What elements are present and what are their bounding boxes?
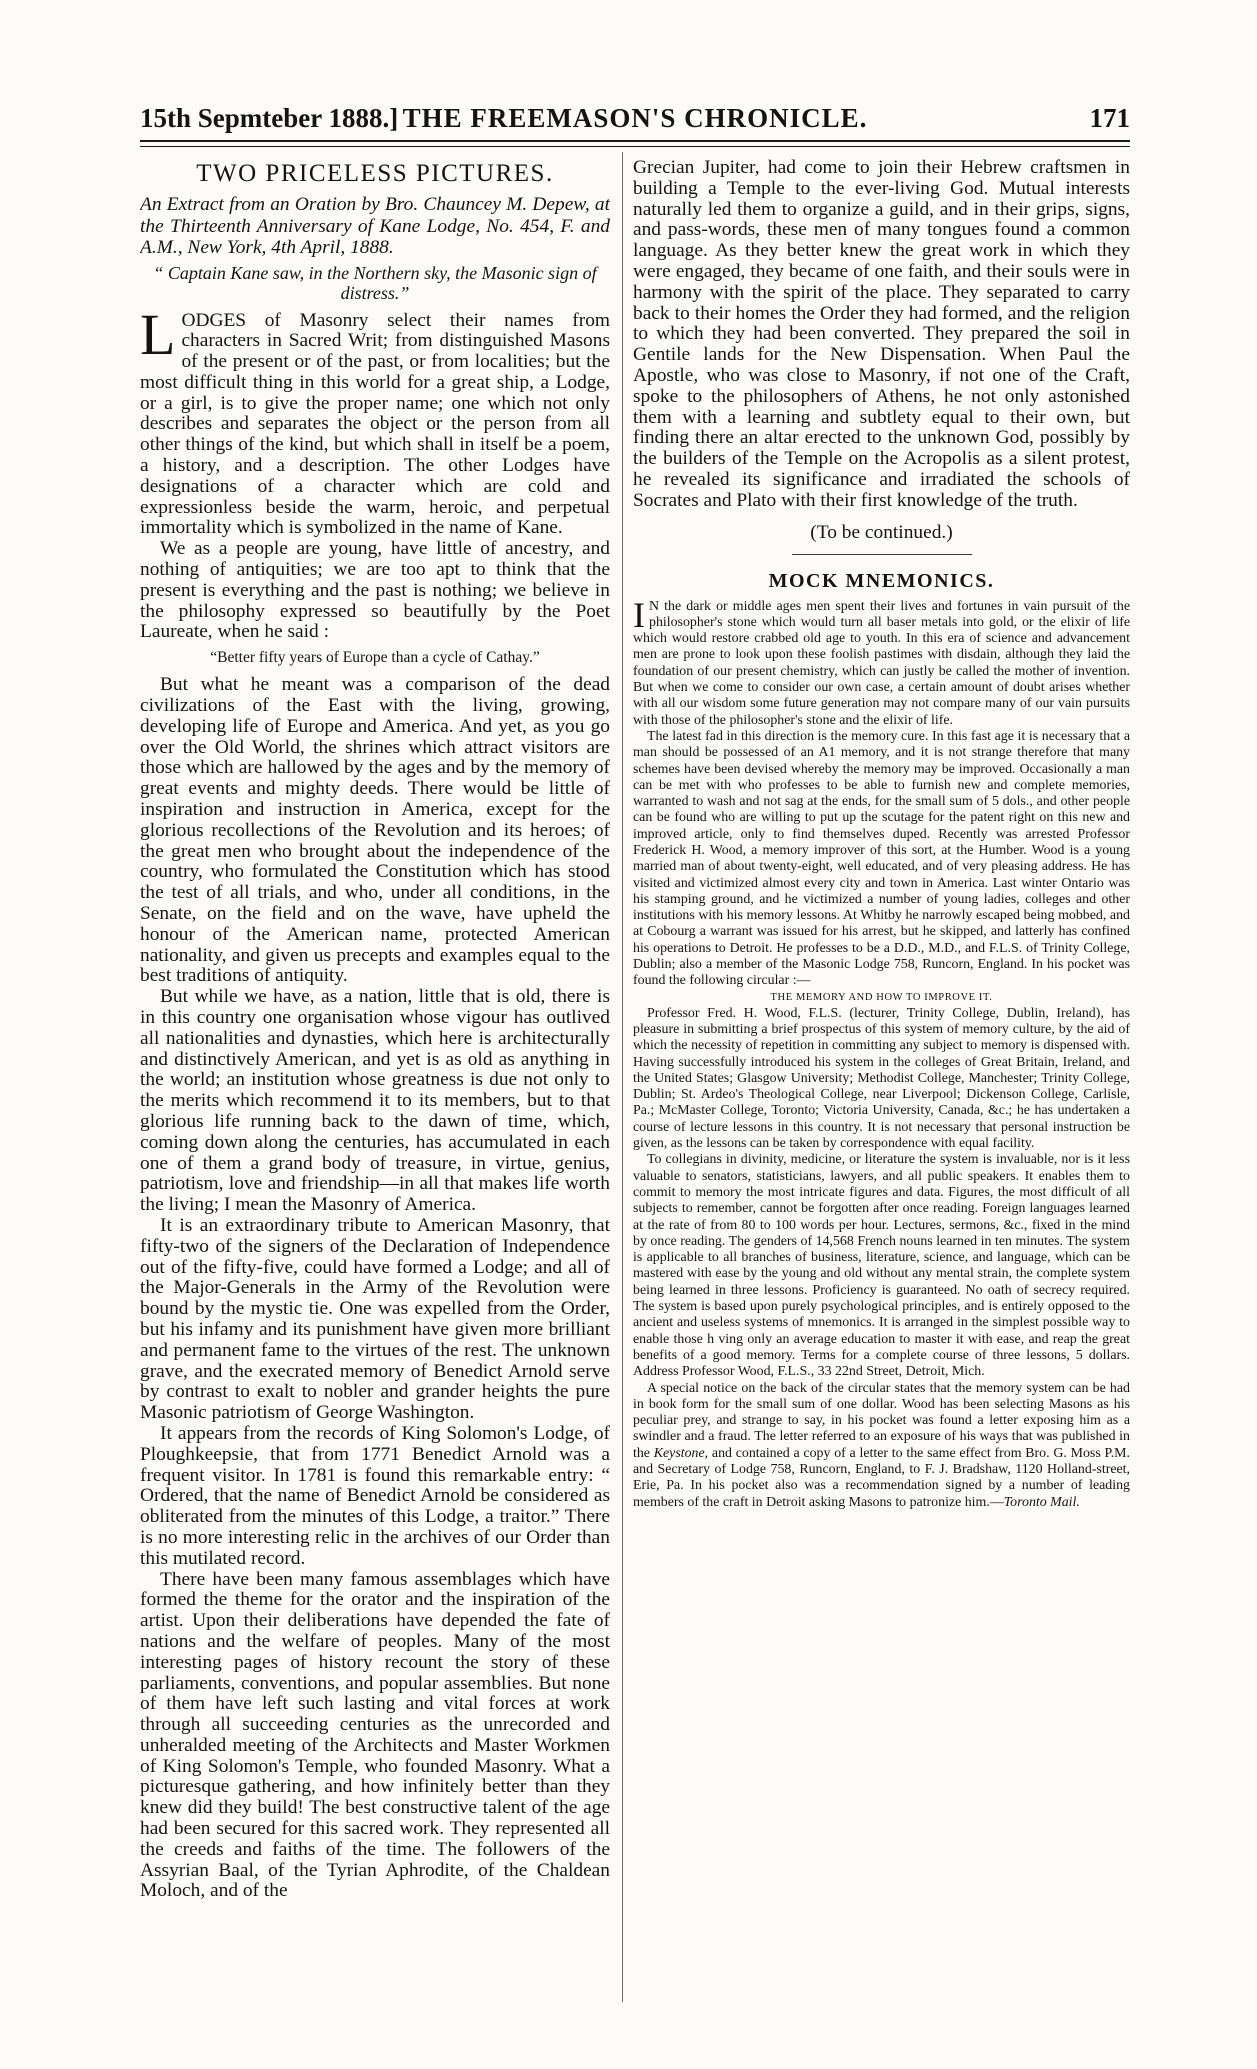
article-title: TWO PRICELESS PICTURES. xyxy=(196,160,554,187)
drop-cap: L xyxy=(140,301,176,367)
paragraph-2: We as a people are young, have little of ancestry, and nothing of antiquities; we are too apt to think that the present is everything and the past is nothing; we believe in the philosophy expressed so beautifully by the Poet Laureate, when he said : xyxy=(140,538,610,643)
paragraph-5: It is an extraordinary tribute to American Masonry, that fifty-two of the signers of the Declaration of Independence out of the fifty-five, could have formed a Lodge; and all of the Major-Generals in the Army of the Revolution were bound by the mystic tie. One was expelled from the Order, but his infamy and its punishment have given more brilliant and permanent fame to the virtues of the rest. The unknown grave, and the execrated memory of Benedict Arnold serve by contrast to exalt to nobler and grander heights the pure Masonic patriotism of George Washington. xyxy=(140,1214,610,1424)
article-subtitle: An Extract from an Oration by Bro. Chauncey M. Depew, at the Thirteenth Anniversary of Kane Lodge, No. 454, F. and A.M., New York, 4th April, 1888. xyxy=(140,194,610,258)
section-divider xyxy=(792,554,972,555)
paragraph-6: It appears from the records of King Solomon's Lodge, of Ploughkeepsie, that from 1771 Benedict Arnold was a frequent visitor. In 1781 is found this remarkable entry: “ Ordered, that the name of Benedict Arnold be considered as obliterated from the minutes of this Lodge, a traitor.” There is no more interesting relic in the archives of our Order than this mutilated record. xyxy=(140,1422,610,1569)
poet-quote: “Better fifty years of Europe than a cycle of Cathay.” xyxy=(210,649,540,667)
masthead xyxy=(140,98,1130,138)
keystone-italic: Keystone xyxy=(653,1445,705,1461)
drop-cap-small: I xyxy=(633,594,645,635)
mnemonics-paragraph-1-text: N the dark or middle ages men spent their lives and fortunes in vain pursuit of the philosopher's stone which would turn all baser metals into gold, or the elixir of life which would restore crabbed old age to youth. In this era of science and advancement men are prone to look upon these foolish pastimes with disdain, although they laid the foundation of our present chemistry, which can justly be called the mother of invention. But when we come to consider our own case, a certain amount of doubt arises whether with all our wisdom some future generation may not compare many of our vain pursuits with those of the philosopher's stone and the elixir of life. xyxy=(633,598,1130,728)
mnemonics-paragraph-1 xyxy=(633,594,1130,729)
paragraph-7: There have been many famous assemblages which have formed the theme for the orator and the inspiration of the artist. Upon their deliberations have depended the fate of nations and the welfare of peoples. Many of the most interesting pages of history recount the story of these parliaments, conventions, and popular assemblies. But none of them have left such lasting and vital forces at work through all succeeding centuries as the unrecorded and unheralded meeting of the Architects and Master Workmen of King Solomon's Temple, who founded Masonry. What a picturesque gathering, and how infinitely better than they knew did they build! The best constructive talent of the age had been secured for this sacred work. They represented all the creeds and faiths of the time. The followers of the Assyrian Baal, of the Tyrian Aphrodite, of the Chaldean Moloch, and of the xyxy=(140,1568,610,1902)
paragraph-8: Grecian Jupiter, had come to join their Hebrew craftsmen in building a Temple to the ever-living God. Mutual interests naturally led them to organize a guild, and in their grips, signs, and pass-words, these men of many tongues found a common language. As they better knew the great work in which they were engaged, they became of one faith, and their souls were in harmony with the spirit of the place. They separated to carry back to their homes the Order they had formed, and the religion to which they had been converted. They prepared the soil in Gentile lands for the New Dispensation. When Paul the Apostle, who was close to Masonry, if not one of the Craft, spoke to the philosophers of Athens, he not only astonished them with a learning and subtlety equal to their own, but finding there an altar erected to the unknown God, possibly by the builders of the Temple on the Acropolis as a silent protest, he revealed its significance and irradiated the schools of Socrates and Plato with their first knowledge of the truth. xyxy=(633,158,1130,511)
mnemonics-paragraph-3-b: , and contained a copy of a letter to the same effect from Bro. G. Moss P.M. and Secretary of Lodge 758, Runcorn, England, to F. J. Bradshaw, 1120 Holland-street, Erie, Pa. In his pocket also was a recommendation signed by a number of leading members of the craft in Detroit asking Masons to patronize him.— xyxy=(633,1445,1130,1510)
paragraph-4: But while we have, as a nation, little that is old, there is in this country one organisation whose vigour has outlived all nationalities and dynasties, which here is architecturally and distinctively American, and yet is as old as anything in the world; an institution whose greatness is due not only to the merits which recommend it to its members, but to that glorious life running back to the dawn of time, which, coming down along the centuries, has accumulated in each one of them a grand body of treasure, in virtue, genius, patriotism, love and friendship—in all that makes life worth the living; I mean the Masonry of America. xyxy=(140,986,610,1216)
mock-mnemonics-title: MOCK MNEMONICS. xyxy=(768,569,995,592)
column-divider xyxy=(622,152,623,2002)
masthead-rule-thick xyxy=(140,140,1130,142)
paragraph-3: But what he meant was a comparison of the dead civilizations of the East with the living, growing, developing life of Europe and America. And yet, as you go over the Old World, the shrines which attract visitors are those which are hallowed by the ages and by the memory of great events and mighty deeds. There would be little of inspiration and instruction in America, except for the glorious recollections of the Revolution and its heroes; of the great men who brought about the independence of the country, who formulated the Constitution which has stood the test of all trials, and who, under all conditions, in the Senate, on the field and on the wave, have upheld the honour of the American name, protected American nationality, and given us precepts and examples equal to the best traditions of antiquity. xyxy=(140,674,610,987)
mnemonics-paragraph-3-a: A special notice on the back of the circular states that the memory system can be had in book form for the small sum of one dollar. Wood has been selecting Masons as his peculiar prey, and strange to say, in his pocket was found a letter exposing him as a swindler and a fraud. The letter referred to an exposure of his ways that was published in the xyxy=(633,1380,1130,1461)
paragraph-1-text: ODGES of Masonry select their names from characters in Sacred Writ; from distinguished Masons of the present or of the past, or from localities; but the most difficult thing in this world for a great ship, a Lodge, or a girl, is to give the proper name; one which not only describes and separates the object or the person from all other things of the kind, but which shall in itself be a poem, a history, and a description. The other Lodges have designations of a character which are cold and expressionless beside the warm, heroic, and perpetual immortality which is symbolized in the name of Kane. xyxy=(140,309,610,539)
source-credit: Toronto Mail. xyxy=(1003,1494,1080,1510)
to-be-continued: (To be continued.) xyxy=(810,521,953,543)
left-column xyxy=(140,158,610,2008)
circular-paragraph-1: Professor Fred. H. Wood, F.L.S. (lecturer, Trinity College, Dublin, Ireland), has pleasure in submitting a brief prospectus of this system of memory culture, by the aid of which the necessity of repetition in committing any subject to memory is dispensed with. Having successfully introduced his system in the colleges of Great Britain, Ireland, and the United States; Glasgow University; Methodist College, Manchester; Trinity College, Dublin; St. Ardeo's Theological College, near Liverpool; Dickenson College, Carlisle, Pa.; McMaster College, Toronto; Victoria University, Canada, &c.; he has undertaken a course of lecture lessons in this country. It is not necessary that personal instruction be given, as the lessons can be taken by correspondence with equal facility. xyxy=(633,1005,1130,1152)
mnemonics-paragraph-2: The latest fad in this direction is the memory cure. In this fast age it is necessary that a man should be possessed of an A1 memory, and it is not strange therefore that many schemes have been devised whereby the memory may be improved. Occasionally a man can be met with who professes to be able to furnish new and complete memories, warranted to wash and not sag at the ends, for the small sum of 5 dols., and other people can be found who are willing to put up the scutage for the patent right on this new and improved article, only to find themselves duped. Recently was arrested Professor Frederick H. Wood, a memory improver of this sort, at the Humber. Wood is a young married man of about twenty-eight, well educated, and of very pleasing address. He has visited and victimized almost every city and town in America. Last winter Ontario was his stamping ground, and he victimized a number of young ladies, colleges and other institutions with his memory lessons. At Whitby he narrowly escaped being mobbed, and at Cobourg a warrant was issued for his arrest, but he skipped, and latterly has confined his operations to Detroit. He professes to be a D.D., M.D., and F.L.S. of Trinity College, Dublin; also a member of the Masonic Lodge 758, Runcorn, England. In his pocket was found the following circular :— xyxy=(633,728,1130,989)
article-motto: “ Captain Kane saw, in the Northern sky, the Masonic sign of distress.” xyxy=(153,262,597,303)
page-number: 171 xyxy=(1089,103,1130,133)
circular-paragraph-2: To collegians in divinity, medicine, or literature the system is invaluable, nor is it less valuable to senators, statisticians, lawyers, and all public speakers. It enables them to commit to memory the most intricate figures and data. Figures, the most difficult of all subjects to remember, cannot be forgotten after once reading. Foreign languages learned at the rate of from 80 to 100 words per hour. Lectures, sermons, &c., fixed in the mind by once reading. The genders of 14,568 French nouns learned in ten minutes. The system is applicable to all branches of business, literature, science, and language, which can be mastered with ease by the young and old without any mental strain, the complete system being learned in three lessons. Proficiency is guaranteed. No oath of secrecy required. The system is based upon purely psychological principles, and is entirely opposed to the ancient and useless systems of mnemonics. It is arranged in the simplest possible way to enable those h ving only an average education to master it with ease, and reap the great benefits of a good memory. Terms for a complete course of three lessons, 5 dollars. Address Professor Wood, F.L.S., 33 22nd Street, Detroit, Mich. xyxy=(633,1152,1130,1380)
paragraph-1 xyxy=(140,301,610,540)
mnemonics-paragraph-3 xyxy=(633,1381,1130,1511)
right-column xyxy=(633,158,1130,2008)
masthead-title: THE FREEMASON'S CHRONICLE. xyxy=(402,103,868,133)
circular-heading: THE MEMORY AND HOW TO IMPROVE IT. xyxy=(770,991,993,1003)
masthead-rule-thin xyxy=(140,146,1130,147)
masthead-date: 15th Sepmteber 1888.] xyxy=(140,103,399,133)
